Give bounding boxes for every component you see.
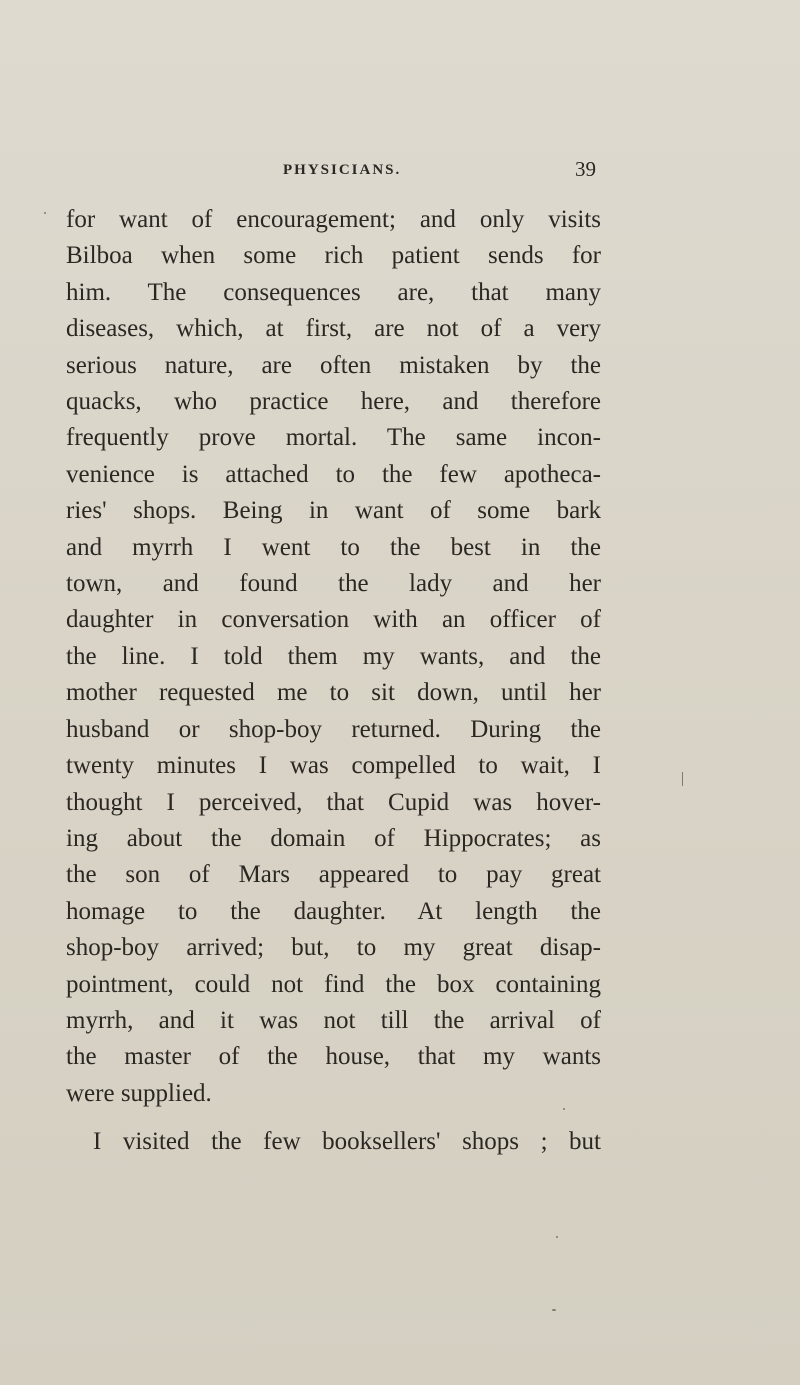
running-head: PHYSICIANS. (283, 162, 402, 178)
text-line: him. The consequences are, that many (66, 278, 601, 306)
text-line: ries' shops. Being in want of some bark (66, 497, 601, 525)
text-line: shop-boy arrived; but, to my great disap- (66, 934, 601, 962)
text-line: homage to the daughter. At length the (66, 897, 601, 925)
paper-speck (44, 212, 46, 214)
page-number: 39 (575, 157, 596, 181)
text-line: for want of encouragement; and only visits (66, 206, 601, 233)
text-line: frequently prove mortal. The same incon- (66, 424, 601, 452)
text-line: husband or shop-boy returned. During the (66, 715, 601, 743)
text-line: the son of Mars appeared to pay great (66, 861, 601, 889)
paper-speck (682, 772, 683, 786)
text-line: serious nature, are often mistaken by the (66, 351, 601, 379)
text-line: ing about the domain of Hippocrates; as (66, 824, 601, 852)
text-line: the master of the house, that my wants (66, 1043, 601, 1071)
paper-speck (552, 1309, 556, 1311)
text-line: quacks, who practice here, and therefore (66, 388, 601, 416)
text-line: twenty minutes I was compelled to wait, I (66, 752, 601, 780)
text-line: diseases, which, at first, are not of a very (66, 315, 601, 343)
text-line: daughter in conversation with an officer of (66, 606, 601, 634)
text-line: mother requested me to sit down, until her (66, 679, 601, 707)
text-line: Bilboa when some rich patient sends for (66, 242, 601, 270)
text-line: venience is attached to the few apotheca- (66, 460, 601, 488)
text-line: were supplied. (66, 1079, 212, 1107)
text-line: myrrh, and it was not till the arrival of (66, 1006, 601, 1034)
paragraph-start-line: I visited the few booksellers' shops ; but (93, 1128, 601, 1156)
text-line: thought I perceived, that Cupid was hover- (66, 788, 601, 816)
text-line: pointment, could not find the box containing (66, 970, 601, 998)
text-line: the line. I told them my wants, and the (66, 642, 601, 670)
paper-speck (563, 1108, 565, 1110)
text-line: and myrrh I went to the best in the (66, 533, 601, 561)
body-text (66, 202, 601, 1161)
text-line: town, and found the lady and her (66, 570, 601, 598)
paper-speck (556, 1236, 558, 1238)
